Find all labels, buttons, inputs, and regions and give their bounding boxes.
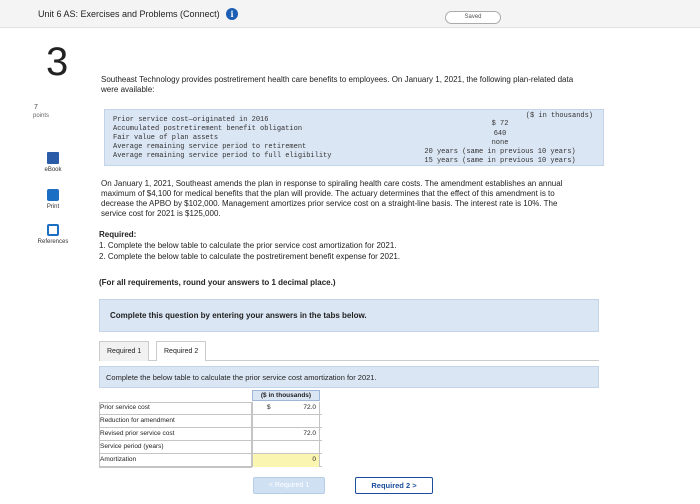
table-instruction [99,366,599,388]
plan-data-label: Average remaining service period to retirement [113,143,307,151]
requirement-tabs [99,339,599,361]
row-label: Amortization [100,456,137,463]
ebook-icon [47,152,59,164]
plan-data-label: Accumulated postretirement benefit obligation [113,125,303,133]
amortization-result-cell [252,454,320,467]
tab-required-1[interactable]: Required 1 [99,341,149,361]
tab-required-2[interactable]: Required 2 [156,341,206,361]
plan-data-table [104,109,604,166]
instruction-banner [99,299,599,332]
references-label: References [37,239,69,245]
print-label: Print [46,204,60,210]
cell-value: 72.0 [303,430,316,437]
plan-data-value: $ 72 [491,120,509,128]
amortization-table [99,390,322,472]
reduction-input[interactable] [252,415,320,428]
table-instruction-text: Complete the below table to calculate the prior service cost amortization for 2021. [106,373,377,382]
assignment-title: Unit 6 AS: Exercises and Problems (Connect) [38,9,220,19]
table-row [99,454,322,467]
plan-data-label: Fair value of plan assets [113,134,219,142]
table-row [99,402,322,415]
intro-text: Southeast Technology provides postretirement health care benefits to employees. On January 1, 2021, the following plan-related data were available: [101,75,574,94]
references-link[interactable] [35,224,71,245]
info-icon[interactable]: i [226,8,238,20]
plan-data-value: 640 [493,130,507,138]
ebook-link[interactable] [35,152,71,173]
rounding-note: (For all requirements, round your answers to 1 decimal place.) [99,278,336,287]
row-label: Service period (years) [100,443,164,450]
service-period-input[interactable] [252,441,320,454]
plan-data-value: 20 years (same in previous 10 years) [424,148,576,156]
value-cell [252,402,320,415]
required-item-2: 2. Complete the below table to calculate the postretirement benefit expense for 2021. [99,252,401,261]
table-row [99,415,322,428]
dollar-sign: $ [267,404,271,411]
plan-data-value: none [491,139,509,147]
plan-data-header: ($ in thousands) [525,112,593,120]
saved-indicator: Saved [445,11,501,24]
required-item-1: 1. Complete the below table to calculate the prior service cost amortization for 2021. [99,241,397,250]
table-row [99,441,322,454]
question-number: 3 [46,40,69,84]
amortization-table-header: ($ in thousands) [252,390,320,401]
prev-required-button[interactable]: < Required 1 [253,477,325,494]
plan-data-label: Prior service cost—originated in 2016 [113,116,269,124]
ebook-label: eBook [44,167,62,173]
table-row [99,428,322,441]
row-label: Prior service cost [100,404,150,411]
points-value: 7 [34,104,38,111]
instruction-banner-text: Complete this question by entering your answers in the tabs below. [110,311,367,320]
points-label: points [33,113,50,119]
cell-value: 0 [312,456,316,463]
plan-data-label: Average remaining service period to full eligibility [113,152,332,160]
row-label: Revised prior service cost [100,430,175,437]
required-heading: Required: [99,230,137,239]
references-icon [47,224,59,236]
amendment-text: On January 1, 2021, Southeast amends the plan in response to spiraling health care costs. The amendment establishes an annual maximum of $4,100 for medical benefits that the plan will provide. The actuary determines that the effect of this amendment is to decrease the APBO by $102,000. Management amortizes prior service cost on a straight-line basis. The interest rate is 10%. The service cost for 2021 is $125,000. [101,179,563,218]
next-required-button[interactable]: Required 2 > [355,477,433,494]
print-link[interactable] [35,189,71,210]
top-bar [0,0,700,28]
revised-cost-cell [252,428,320,441]
row-label: Reduction for amendment [100,417,175,424]
print-icon [47,189,59,201]
cell-value: 72.0 [303,404,316,411]
plan-data-value: 15 years (same in previous 10 years) [424,157,576,165]
